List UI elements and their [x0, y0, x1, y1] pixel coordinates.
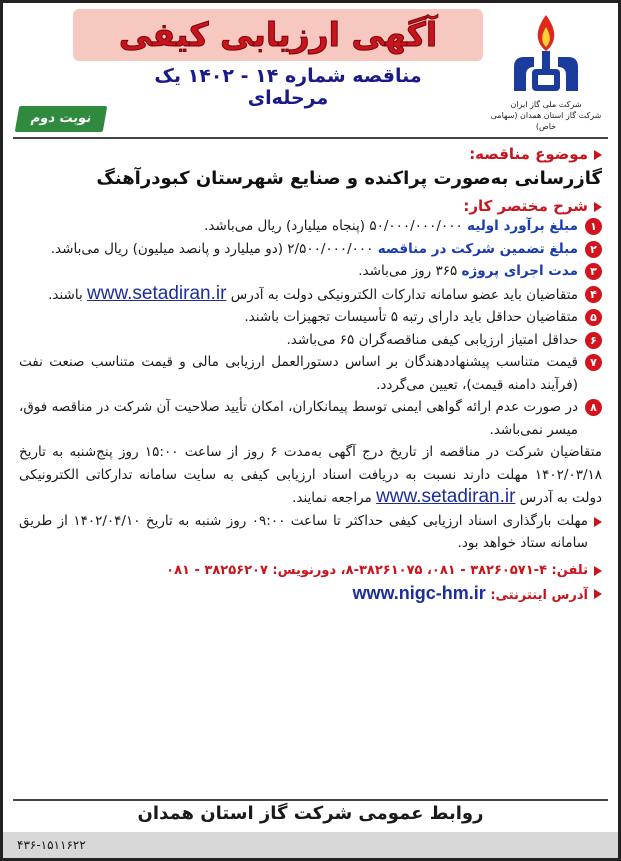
list-item: [19, 306, 602, 329]
item-text: ۵۰/۰۰۰/۰۰۰/۰۰۰ (پنجاه میلیارد) ریال می‌باشد.: [204, 218, 468, 234]
company-line-1: شرکت ملی گاز ایران: [510, 100, 582, 109]
deadline-text: مهلت بارگذاری اسناد ارزیابی کیفی حداکثر تا ساعت ۰۹:۰۰ روز شنبه به تاریخ ۱۴۰۲/۰۴/۱۰ از طریق سامانه ستاد خواهد بود.: [19, 512, 588, 551]
upload-deadline: [19, 510, 602, 555]
summary-label-text: شرح مختصر کار:: [463, 197, 588, 215]
number-badge: ۷: [585, 354, 602, 371]
ad-body: [19, 143, 602, 607]
notice-text: متقاضیان شرکت در مناقصه از تاریخ درج آگهی به‌مدت ۶ روز از ساعت ۱۵:۰۰ روز پنج‌شنبه به تاریخ ۱۴۰۲/۰۳/۱۸ مهلت دارند نسبت به دریافت اسناد ارزیابی کیفی به سایت سامانه تدارکاتی الکترونیکی دولت به آدرس: [19, 444, 602, 506]
page-title: آگهی ارزیابی کیفی: [118, 15, 438, 54]
list-item: [19, 351, 602, 396]
header: [3, 3, 618, 141]
item-tail: باشند.: [48, 286, 88, 303]
list-item: [19, 396, 602, 441]
list-item: [19, 260, 602, 283]
signature: روابط عمومی شرکت گاز استان همدان: [137, 803, 484, 824]
phone-numbers: ۴-۳۸۲۶۰۵۷۱ - ۰۸۱، ۳۸۲۶۱۰۷۵-۸، دورنویس: ۳۸۲۵۶۲۰۷ - ۰۸۱: [166, 562, 548, 578]
item-text: متقاضیان حداقل باید دارای رتبه ۵ تأسیسات تجهیزات باشند.: [244, 309, 578, 325]
list-item: [19, 283, 602, 307]
subject-label: [19, 145, 602, 163]
item-text: متقاضیان باید عضو سامانه تدارکات الکترونیکی دولت به آدرس: [230, 286, 578, 303]
item-text: حداقل امتیاز ارزیابی کیفی مناقصه‌گران ۶۵ می‌باشد.: [286, 331, 578, 348]
footer-divider: [13, 799, 608, 801]
item-text: قیمت متناسب پیشنهاددهندگان بر اساس دستورالعمل ارزیابی مالی و قیمت متناسب صنعت نفت (فرآیند دامنه قیمت)، تعیین می‌گردد.: [19, 354, 578, 393]
red-arrow-icon: [594, 566, 602, 576]
header-divider: [13, 137, 608, 139]
number-badge: ۱: [585, 218, 602, 235]
contact-phones: [19, 559, 602, 582]
phone-label: تلفن:: [551, 562, 588, 578]
project-title: گازرسانی به‌صورت پراکنده و صنایع شهرستان کبودرآهنگ: [96, 168, 602, 189]
subject-label-text: موضوع مناقصه:: [469, 145, 588, 163]
number-badge: ۳: [585, 263, 602, 280]
list-item: [19, 215, 602, 238]
item-text: ۲/۵۰۰/۰۰۰/۰۰۰ (دو میلیارد و پانصد میلیون) ریال می‌باشد.: [50, 240, 378, 257]
number-badge: ۴: [585, 286, 602, 303]
list-item: [19, 238, 602, 261]
second-print-badge: نوبت دوم: [15, 106, 108, 132]
number-badge: ۸: [585, 399, 602, 416]
notice-paragraph: [19, 441, 602, 510]
contact-website: [19, 582, 602, 607]
notice-tail: مراجعه نمایند.: [292, 490, 377, 506]
number-badge: ۶: [585, 332, 602, 349]
item-label: مدت اجرای پروژه: [461, 263, 578, 279]
website-link[interactable]: www.nigc-hm.ir: [352, 582, 486, 603]
number-badge: ۵: [585, 309, 602, 326]
item-text: ۳۶۵ روز می‌باشد.: [358, 263, 462, 279]
red-arrow-icon: [594, 202, 602, 212]
number-badge: ۲: [585, 241, 602, 258]
website-label: آدرس اینترنتی:: [490, 587, 588, 603]
item-label: مبلغ برآورد اولیه: [467, 218, 578, 234]
title-bar: [73, 9, 483, 61]
requirements-list: [19, 215, 602, 441]
red-arrow-icon: [594, 589, 602, 599]
red-arrow-icon: [594, 150, 602, 160]
company-name: [486, 99, 606, 132]
item-text: در صورت عدم ارائه گواهی ایمنی توسط پیمانکاران، امکان تأیید صلاحیت آن شرکت در مناقصه فوق، میسر نمی‌باشد.: [19, 399, 578, 438]
summary-label: [19, 197, 602, 215]
item-label: مبلغ تضمین شرکت در مناقصه: [377, 240, 578, 257]
setadiran-link-2[interactable]: www.setadiran.ir: [376, 486, 516, 507]
setadiran-link[interactable]: www.setadiran.ir: [87, 282, 227, 304]
company-line-2: شرکت گاز استان همدان (سهامی خاص): [490, 111, 602, 131]
ad-code: ۴۳۶-۱۵۱۱۶۲۲: [3, 832, 618, 858]
list-item: [19, 329, 602, 352]
red-arrow-icon: [594, 517, 602, 527]
tender-number: مناقصه شماره ۱۴ - ۱۴۰۲ یک مرحله‌ای: [154, 65, 422, 109]
